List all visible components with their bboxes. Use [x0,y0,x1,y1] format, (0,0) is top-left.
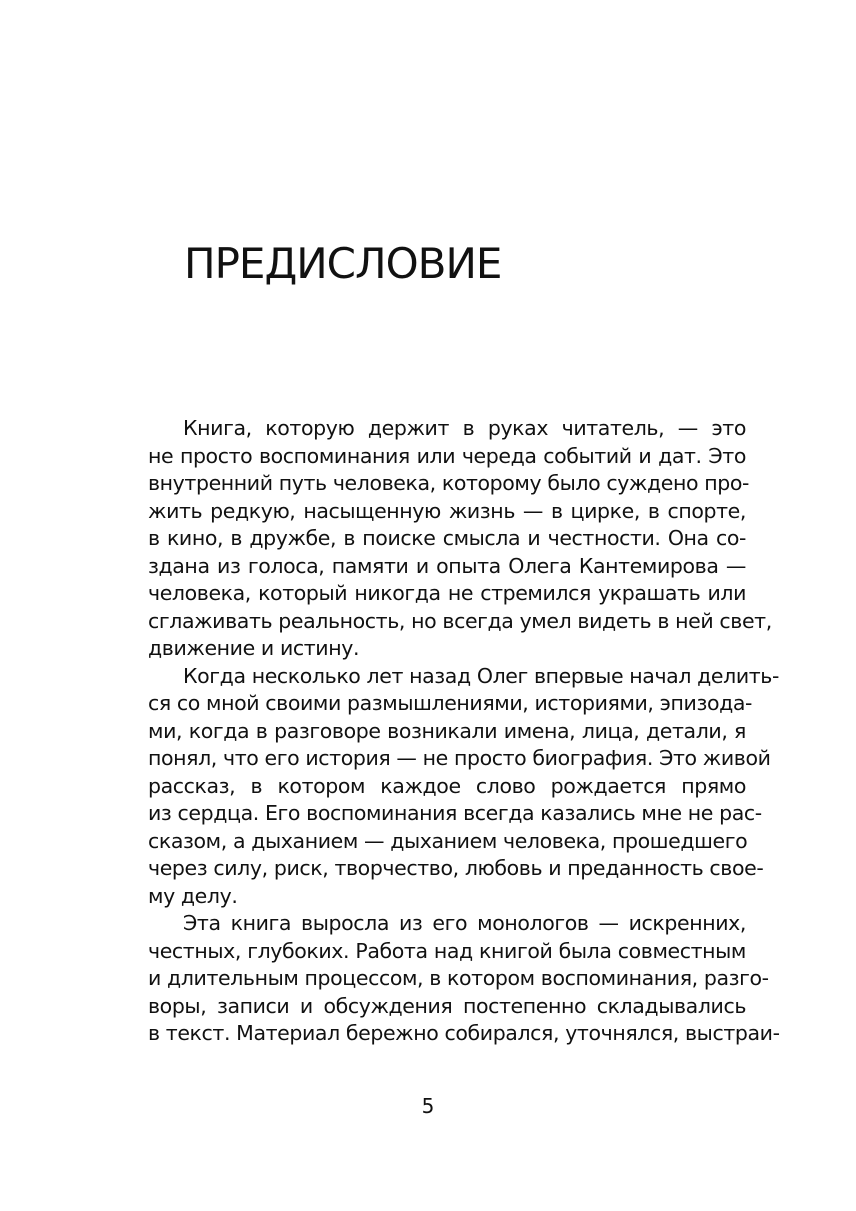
text-line: человека, который никогда не стремился украшать или [148,581,746,605]
text-line: ми, когда в разговоре возникали имена, лица, детали, я [148,718,746,743]
text-line: понял, что его история — не просто биография. Это живой [148,746,771,770]
text-line: Когда несколько лет назад Олег впервые начал делить- [183,663,779,688]
text-line: воры, записи и обсуждения постепенно складывались [148,993,746,1018]
text-line: рассказ, в котором каждое слово рождается прямо [148,773,746,798]
paragraph [148,910,780,1048]
text-line: в кино, в дружбе, в поиске смысла и честности. Она со- [148,526,746,550]
text-line: жить редкую, насыщенную жизнь — в цирке, в спорте, [148,498,746,523]
text-line: и длительным процессом, в котором воспоминания, разго- [148,966,769,990]
paragraph [148,415,772,663]
text-line: не просто воспоминания или череда событий и дат. Это [148,443,746,468]
paragraph [148,663,779,911]
text-line: здана из голоса, памяти и опыта Олега Кантемирова — [148,553,746,578]
page-number: 5 [421,1094,435,1118]
text-line: Книга, которую держит в руках читатель, — это [183,416,746,440]
text-line: движение и истину. [148,636,360,660]
text-line: сказом, а дыханием — дыханием человека, прошедшего [148,828,748,853]
text-line: в текст. Материал бережно собирался, уточнялся, выстраи- [148,1021,780,1045]
text-line: ся со мной своими размышлениями, историями, эпизода- [148,691,753,715]
text-line: сглаживать реальность, но всегда умел видеть в ней свет, [148,608,772,633]
text-line: Эта книга выросла из его монологов — искренних, [183,911,746,935]
text-line: внутренний путь человека, которому было суждено про- [148,471,750,495]
text-line: му делу. [148,883,238,908]
chapter-title: ПРЕДИСЛОВИЕ [184,239,502,288]
text-line: через силу, риск, творчество, любовь и преданность свое- [148,856,764,880]
text-line: честных, глубоких. Работа над книгой была совместным [148,938,746,963]
body-text [148,415,780,1048]
text-line: из сердца. Его воспоминания всегда казались мне не рас- [148,801,762,825]
